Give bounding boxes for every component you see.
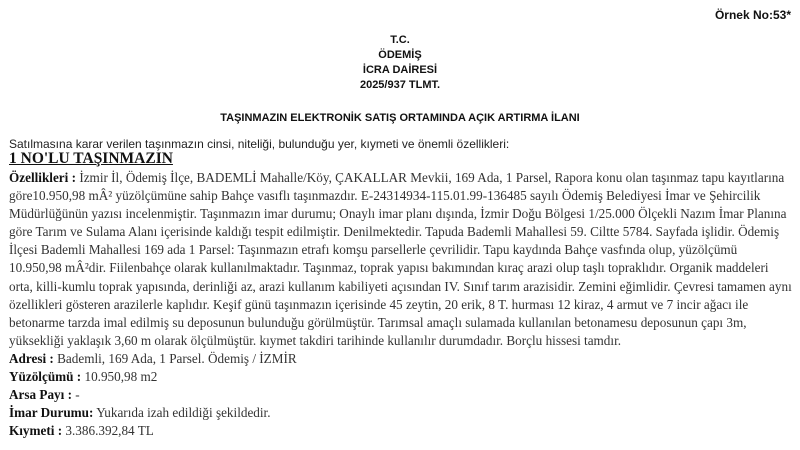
features-label: Özellikleri : xyxy=(9,170,77,185)
header-file-number: 2025/937 TLMT. xyxy=(359,79,441,91)
value-label: Kıymeti : xyxy=(9,423,63,439)
notice-title: TAŞINMAZIN ELEKTRONİK SATIŞ ORTAMINDA AÇIK ARTIRMA İLANI xyxy=(220,112,580,124)
value-amount: 3.386.392,84 TL xyxy=(62,423,154,439)
zoning-row xyxy=(9,404,793,422)
intro-text: Satılmasına karar verilen taşınmazın cinsi, niteliği, bulunduğu yer, kıymeti ve önemli özellikleri: xyxy=(9,137,510,151)
area-value: 10.950,98 m2 xyxy=(81,369,158,385)
header-city: ÖDEMİŞ xyxy=(378,49,422,61)
share-label: Arsa Payı : xyxy=(9,387,72,403)
sample-number: Örnek No:53* xyxy=(714,8,791,22)
area-row xyxy=(9,368,793,386)
zoning-label: İmar Durumu: xyxy=(9,405,94,421)
features-paragraph xyxy=(9,169,793,350)
zoning-value: Yukarıda izah edildiği şekildedir. xyxy=(93,405,271,421)
property-details xyxy=(9,169,793,440)
address-value: Bademli, 169 Ada, 1 Parsel. Ödemiş / İZMİR xyxy=(53,350,297,366)
address-row xyxy=(9,350,793,368)
section-heading: 1 NO'LU TAŞINMAZIN xyxy=(9,150,173,167)
value-row xyxy=(9,422,793,440)
features-text: İzmir İl, Ödemiş İlçe, BADEMLİ Mahalle/Köy, ÇAKALLAR Mevkii, 169 Ada, 1 Parsel, Rapora konu olan taşınmaz tapu kayıtlarına göre10.950,98 mÂ² yüzölçümüne sahip Bahçe vasıflı taşınmazdır. E-24314934-115.01.99-136485 sayılı Ödemiş Belediyesi İmar ve Şehircilik Müdürlüğünün yazısı incelenmiştir. Taşınmazın imar durumu; Onaylı imar planı dışında, İzmir Doğu Bölgesi 1/25.000 Ölçekli Nazım İmar Planına göre Tarım ve Sulama Alanı içerisinde kaldığı tespit edilmiştir. Denilmektedir. Tapuda Bademli Mahallesi 59. Ciltte 5784. Sayfada işlidir. Ödemiş İlçesi Bademli Mahallesi 169 ada 1 Parsel: Taşınmazın etrafı komşu parsellerle çevrilidir. Tapu kaydında Bahçe vasfında olup, yüzölçümü 10.950,98 mÂ²dir. Fiilenbahçe olarak kullanılmaktadır. Taşınmaz, toprak yapısı bakımından kıraç arazi olup taşlı topraklıdır. Organik maddeleri orta, killi-kumlu toprak yapısında, derinliği az, arazi kullanım kabiliyeti açısından IV. Sınıf tarım arazisidir. Zemini eğimlidir. Çevresi tamamen aynı özellikleri gösteren arazilerle kaplıdır. Keşif günü taşınmazın içerisinde 45 zeytin, 20 erik, 8 T. hurması 12 kiraz, 4 armut ve 7 incir ağacı ile betonarme tarzda imal edilmiş su deposunun bulunduğu görülmüştür. Tarımsal amaçlı sulamada kullanılan betonamesu deposunun çapı 3m, yüksekliği yaklaşık 3,60 m olarak ölçülmüştür. kıymet takdiri tarihinde kullanılır durumdadır. Borçlu hissesi tamdır. xyxy=(9,170,792,348)
header-country: T.C. xyxy=(390,34,410,46)
share-value: - xyxy=(72,387,80,403)
header-office: İCRA DAİRESİ xyxy=(362,64,438,76)
area-label: Yüzölçümü : xyxy=(9,369,82,385)
share-row xyxy=(9,386,793,404)
court-header xyxy=(0,33,800,93)
address-label: Adresi : xyxy=(9,350,54,366)
